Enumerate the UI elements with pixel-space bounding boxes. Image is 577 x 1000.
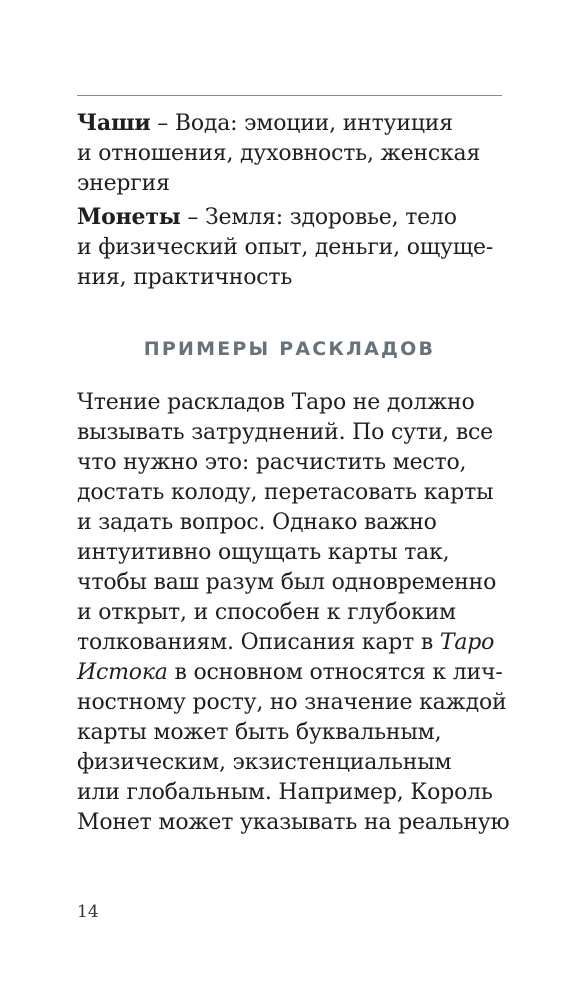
body-line: Истока в основном относятся к лич- xyxy=(77,660,503,685)
body-line: ностному росту, но значение каждой xyxy=(77,690,507,715)
entry-cups xyxy=(77,108,480,199)
entry-coins-line-1: Монеты – Земля: здоровье, тело xyxy=(77,204,457,230)
entry-cups-line-2: и отношения, духовность, женская xyxy=(77,141,481,166)
section-body xyxy=(77,388,509,838)
book-title-italic: Истока xyxy=(77,660,168,685)
body-line: чтобы ваш разум был одновременно xyxy=(77,570,497,595)
body-line: и открыт, и способен к глубоким xyxy=(77,600,456,625)
page-number: 14 xyxy=(77,902,99,922)
entry-coins-line-3: ния, практичность xyxy=(77,265,293,290)
entry-cups-line-3: энергия xyxy=(77,171,170,196)
entry-coins-line-2: и физический опыт, деньги, ощуще- xyxy=(77,235,494,260)
book-title-italic: Таро xyxy=(439,630,495,655)
body-line: карты может быть буквальным, xyxy=(77,720,442,745)
body-line: интуитивно ощущать карты так, xyxy=(77,540,450,565)
entry-cups-term: Чаши xyxy=(77,110,151,136)
entry-coins-term: Монеты xyxy=(77,204,181,230)
body-line: Чтение раскладов Таро не должно xyxy=(77,390,475,415)
entry-coins xyxy=(77,202,493,293)
section-heading: ПРИМЕРЫ РАСКЛАДОВ xyxy=(143,338,436,360)
body-line: вызывать затруднений. По сути, все xyxy=(77,420,494,445)
body-line: что нужно это: расчистить место, xyxy=(77,450,467,475)
body-line: Монет может указывать на реальную xyxy=(77,810,510,835)
entry-cups-line-1: Чаши – Вода: эмоции, интуиция xyxy=(77,110,453,136)
body-line: и задать вопрос. Однако важно xyxy=(77,510,437,535)
body-line: физическим, экзистенциальным xyxy=(77,750,452,775)
body-line: достать колоду, перетасовать карты xyxy=(77,480,494,505)
body-line: или глобальным. Например, Король xyxy=(77,780,493,805)
body-line: толкованиям. Описания карт в Таро xyxy=(77,630,495,655)
top-divider xyxy=(77,95,502,96)
